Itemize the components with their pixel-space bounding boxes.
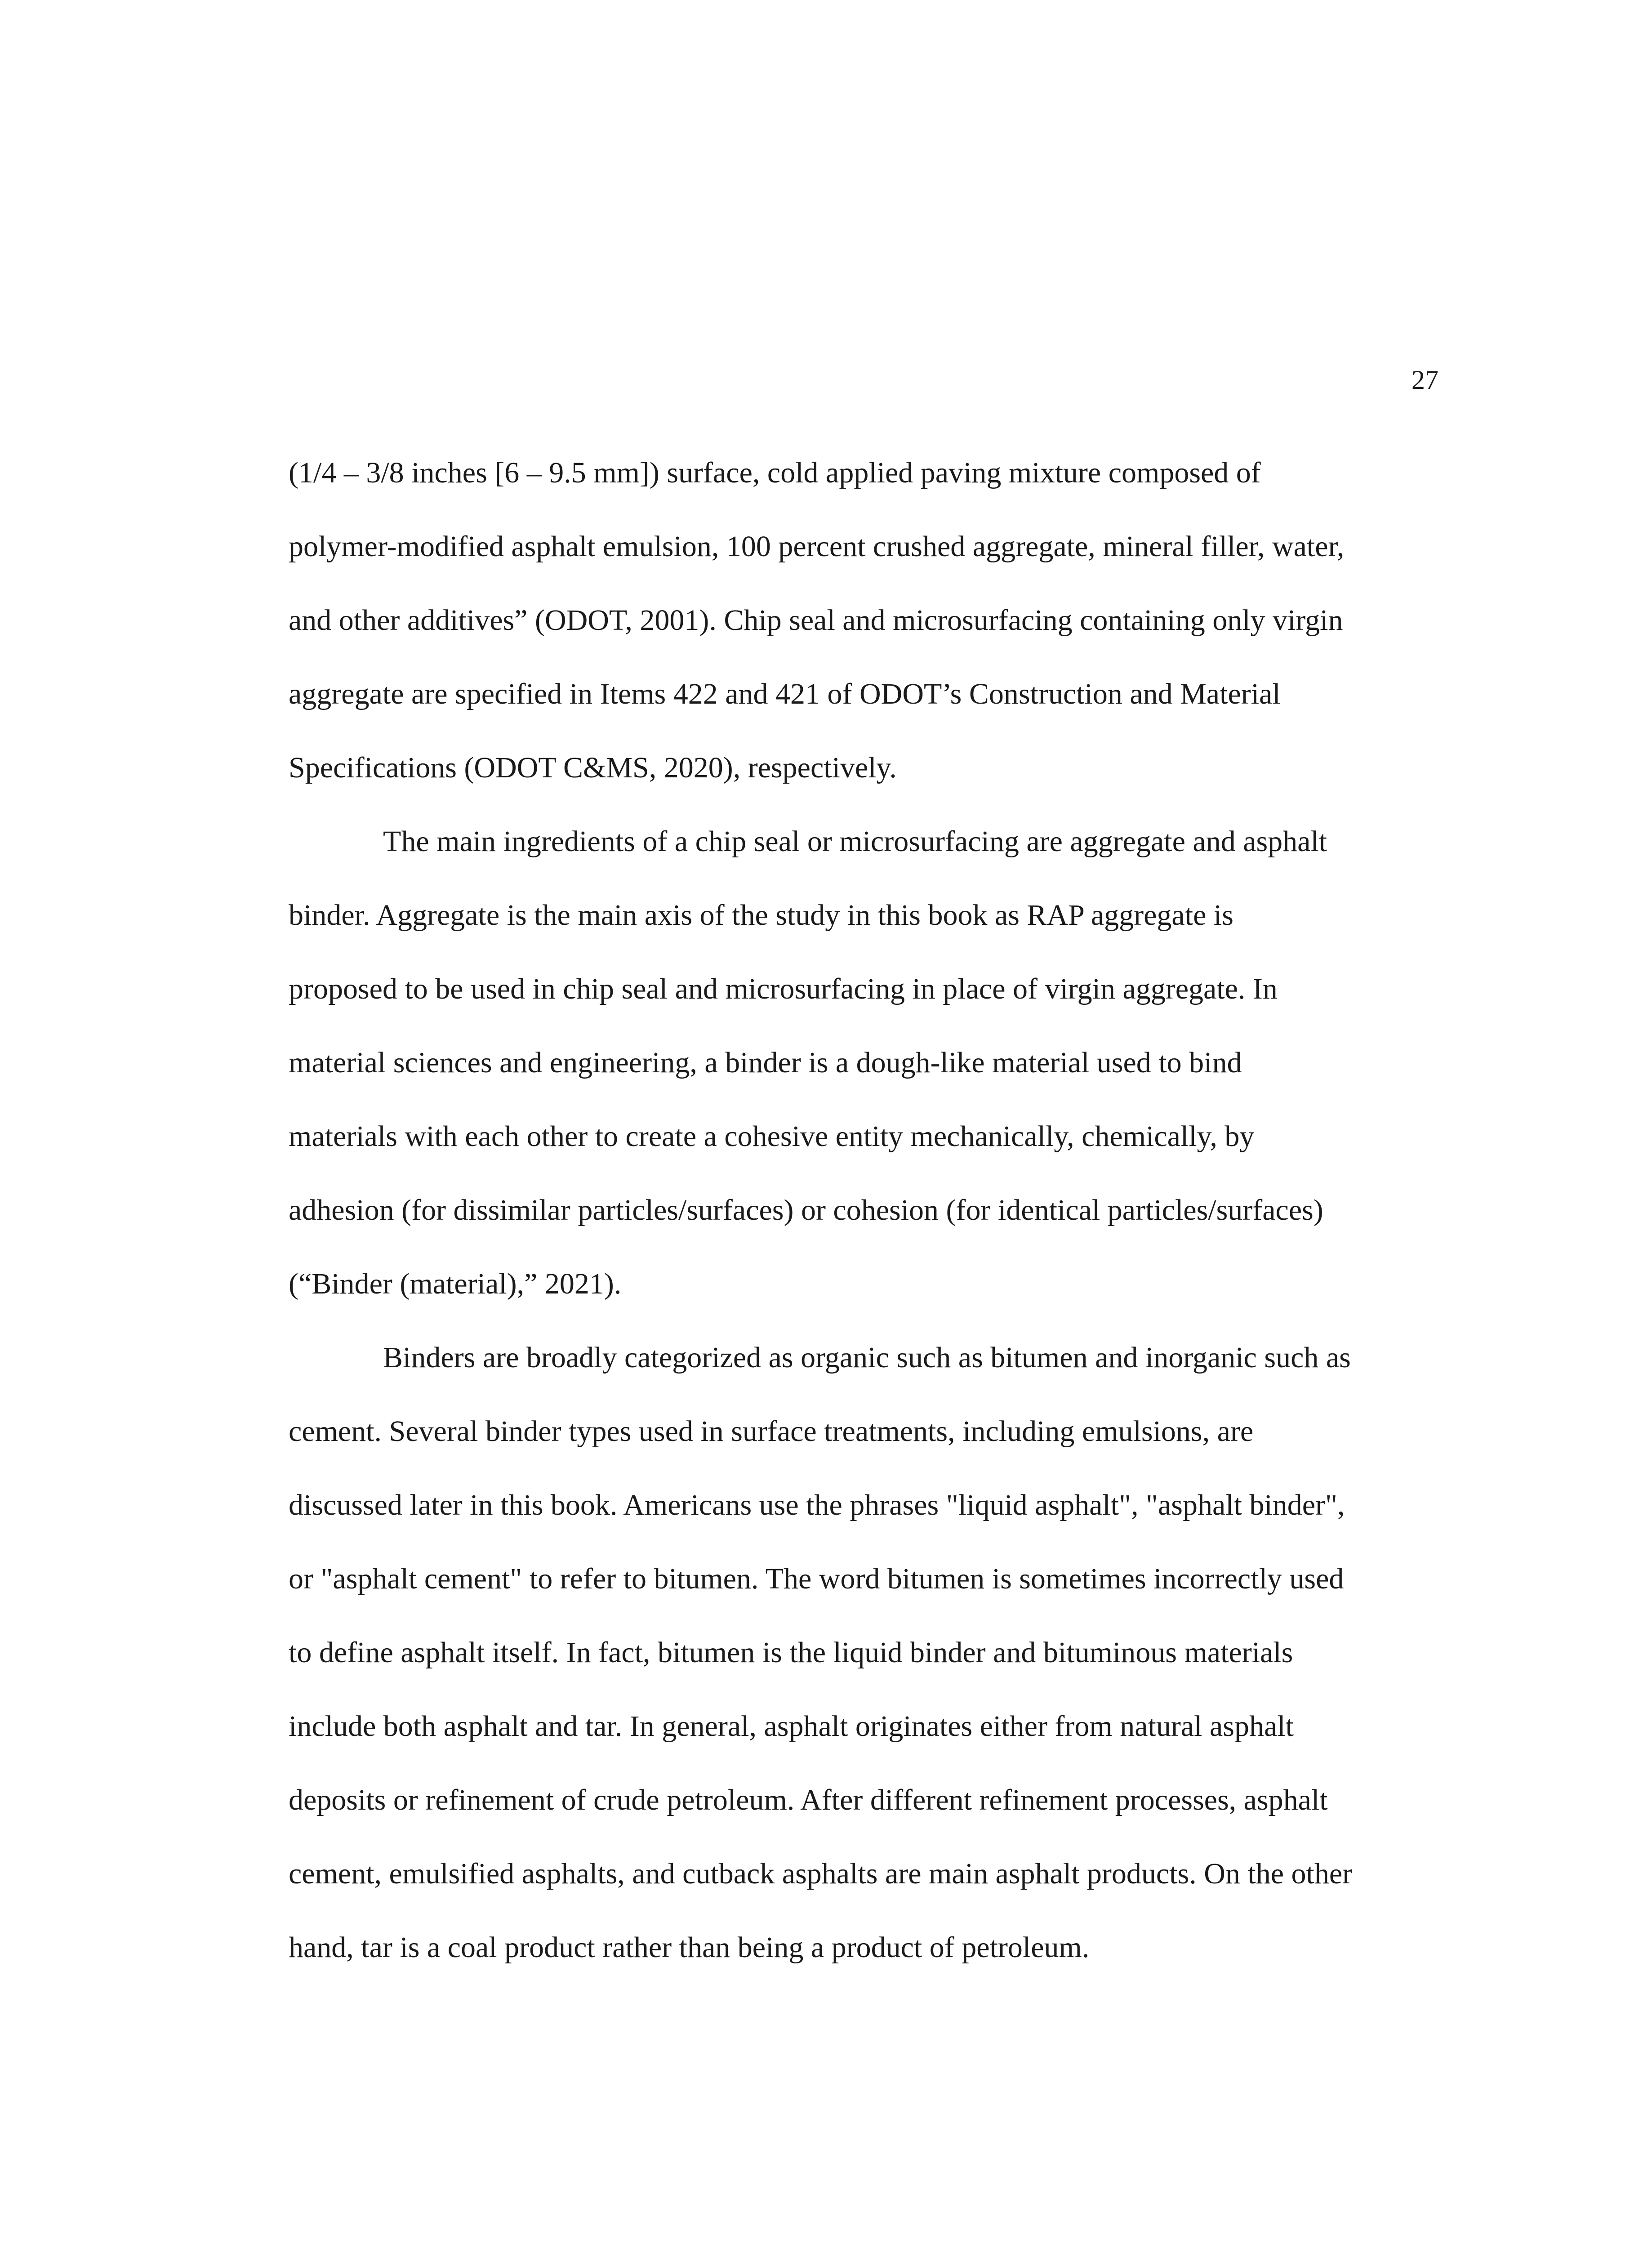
text-line: The main ingredients of a chip seal or microsurfacing are aggregate and asphalt — [383, 825, 1327, 858]
text-line: cement, emulsified asphalts, and cutback asphalts are main asphalt products. On the other — [289, 1857, 1353, 1890]
page-number: 27 — [1412, 365, 1438, 395]
text-line: material sciences and engineering, a binder is a dough-like material used to bind — [289, 1046, 1242, 1079]
text-line: include both asphalt and tar. In general, asphalt originates either from natural asphalt — [289, 1710, 1294, 1743]
text-line: Binders are broadly categorized as organic such as bitumen and inorganic such as — [383, 1341, 1351, 1374]
text-line: or "asphalt cement" to refer to bitumen. The word bitumen is sometimes incorrectly used — [289, 1562, 1344, 1595]
text-line: polymer-modified asphalt emulsion, 100 percent crushed aggregate, mineral filler, water, — [289, 530, 1345, 563]
text-line: binder. Aggregate is the main axis of the study in this book as RAP aggregate is — [289, 899, 1233, 932]
paragraph — [289, 1321, 1439, 1985]
text-line: materials with each other to create a cohesive entity mechanically, chemically, by — [289, 1120, 1255, 1153]
text-line: cement. Several binder types used in surface treatments, including emulsions, are — [289, 1415, 1254, 1448]
text-line: and other additives” (ODOT, 2001). Chip seal and microsurfacing containing only virgin — [289, 604, 1343, 637]
text-line: deposits or refinement of crude petroleum. After different refinement processes, asphalt — [289, 1784, 1328, 1816]
text-line: to define asphalt itself. In fact, bitumen is the liquid binder and bituminous materials — [289, 1636, 1293, 1669]
text-line: hand, tar is a coal product rather than being a product of petroleum. — [289, 1931, 1090, 1964]
body-text — [289, 436, 1439, 1985]
text-line: discussed later in this book. Americans use the phrases "liquid asphalt", "asphalt binder", — [289, 1489, 1345, 1521]
text-line: adhesion (for dissimilar particles/surfaces) or cohesion (for identical particles/surfaces) — [289, 1194, 1323, 1227]
text-line: Specifications (ODOT C&MS, 2020), respectively. — [289, 751, 897, 784]
text-line: proposed to be used in chip seal and microsurfacing in place of virgin aggregate. In — [289, 972, 1278, 1005]
text-line: aggregate are specified in Items 422 and 421 of ODOT’s Construction and Material — [289, 678, 1281, 710]
paragraph — [289, 436, 1439, 805]
paragraph — [289, 805, 1439, 1321]
text-line: (“Binder (material),” 2021). — [289, 1267, 622, 1300]
text-line: (1/4 – 3/8 inches [6 – 9.5 mm]) surface, cold applied paving mixture composed of — [289, 456, 1261, 489]
